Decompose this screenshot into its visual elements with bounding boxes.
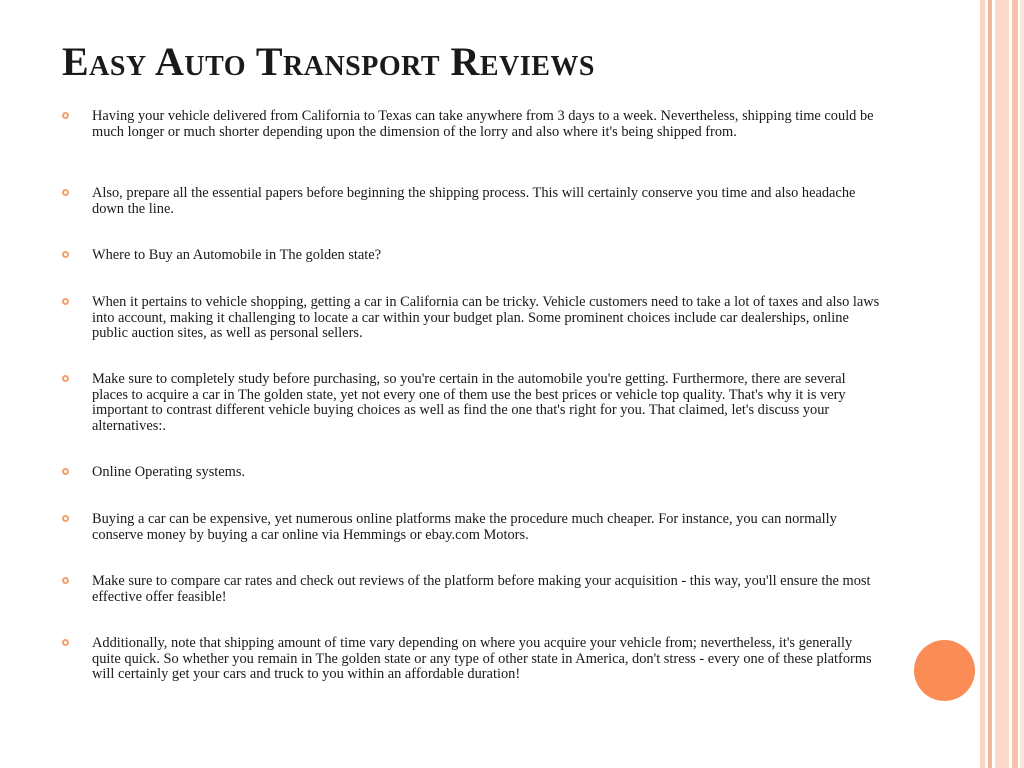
bullet-text: Make sure to compare car rates and check out reviews of the platform before making your acquisition - this way, you'll ensure the most effective offer feasible! xyxy=(92,573,871,605)
bullet-text: Additionally, note that shipping amount of time vary depending on where you acquire your vehicle from; nevertheless, it's generally quite quick. So whether you remain in The golden state or any type of other state in America, don't stress - every one of these platforms will certainly get your cars and truck to you within an affordable duration! xyxy=(92,635,872,683)
bullet-text: Buying a car can be expensive, yet numerous online platforms make the procedure much cheaper. For instance, you can normally conserve money by buying a car online via Hemmings or ebay.com Motors. xyxy=(92,511,837,543)
decorative-stripe xyxy=(1012,0,1018,768)
bullet-circle-icon xyxy=(62,375,69,382)
bullet-circle-icon xyxy=(62,577,69,584)
bullet-circle-icon xyxy=(62,468,69,475)
bullet-circle-icon xyxy=(62,251,69,258)
bullet-circle-icon xyxy=(62,189,69,196)
decorative-stripe xyxy=(988,0,992,768)
bullet-text: Having your vehicle delivered from California to Texas can take anywhere from 3 days to a week. Nevertheless, shipping time could be much longer or much shorter depending upon the dimension of the lorry and also where it's being shipped from. xyxy=(92,108,874,140)
bullet-text: Online Operating systems. xyxy=(92,464,246,480)
bullet-text: When it pertains to vehicle shopping, getting a car in California can be tricky. Vehicle customers need to take a lot of taxes and also laws into account, making it challenging to locate a car within your budget plan. Some prominent choices include car dealerships, online public auction sites, as well as personal sellers. xyxy=(92,294,880,342)
bullet-circle-icon xyxy=(62,112,69,119)
bullet-text: Make sure to completely study before purchasing, so you're certain in the automobile you're getting. Furthermore, there are several places to acquire a car in The golden state, yet not every one of them use the best prices or vehicle top quality. That's why it is very important to contrast different vehicle buying choices as well as find the one that's right for you. That claimed, let's discuss your alternatives:. xyxy=(92,371,846,434)
slide-title: Easy Auto Transport Reviews xyxy=(62,39,595,84)
bullet-text: Also, prepare all the essential papers before beginning the shipping process. This will certainly conserve you time and also headache down the line. xyxy=(92,185,856,217)
orange-circle-decoration xyxy=(914,640,975,701)
decorative-stripe xyxy=(1020,0,1024,768)
bullet-circle-icon xyxy=(62,515,69,522)
decorative-stripe xyxy=(980,0,985,768)
decorative-stripe xyxy=(995,0,1009,768)
bullet-circle-icon xyxy=(62,639,69,646)
bullet-text: Where to Buy an Automobile in The golden state? xyxy=(92,247,382,263)
bullet-circle-icon xyxy=(62,298,69,305)
